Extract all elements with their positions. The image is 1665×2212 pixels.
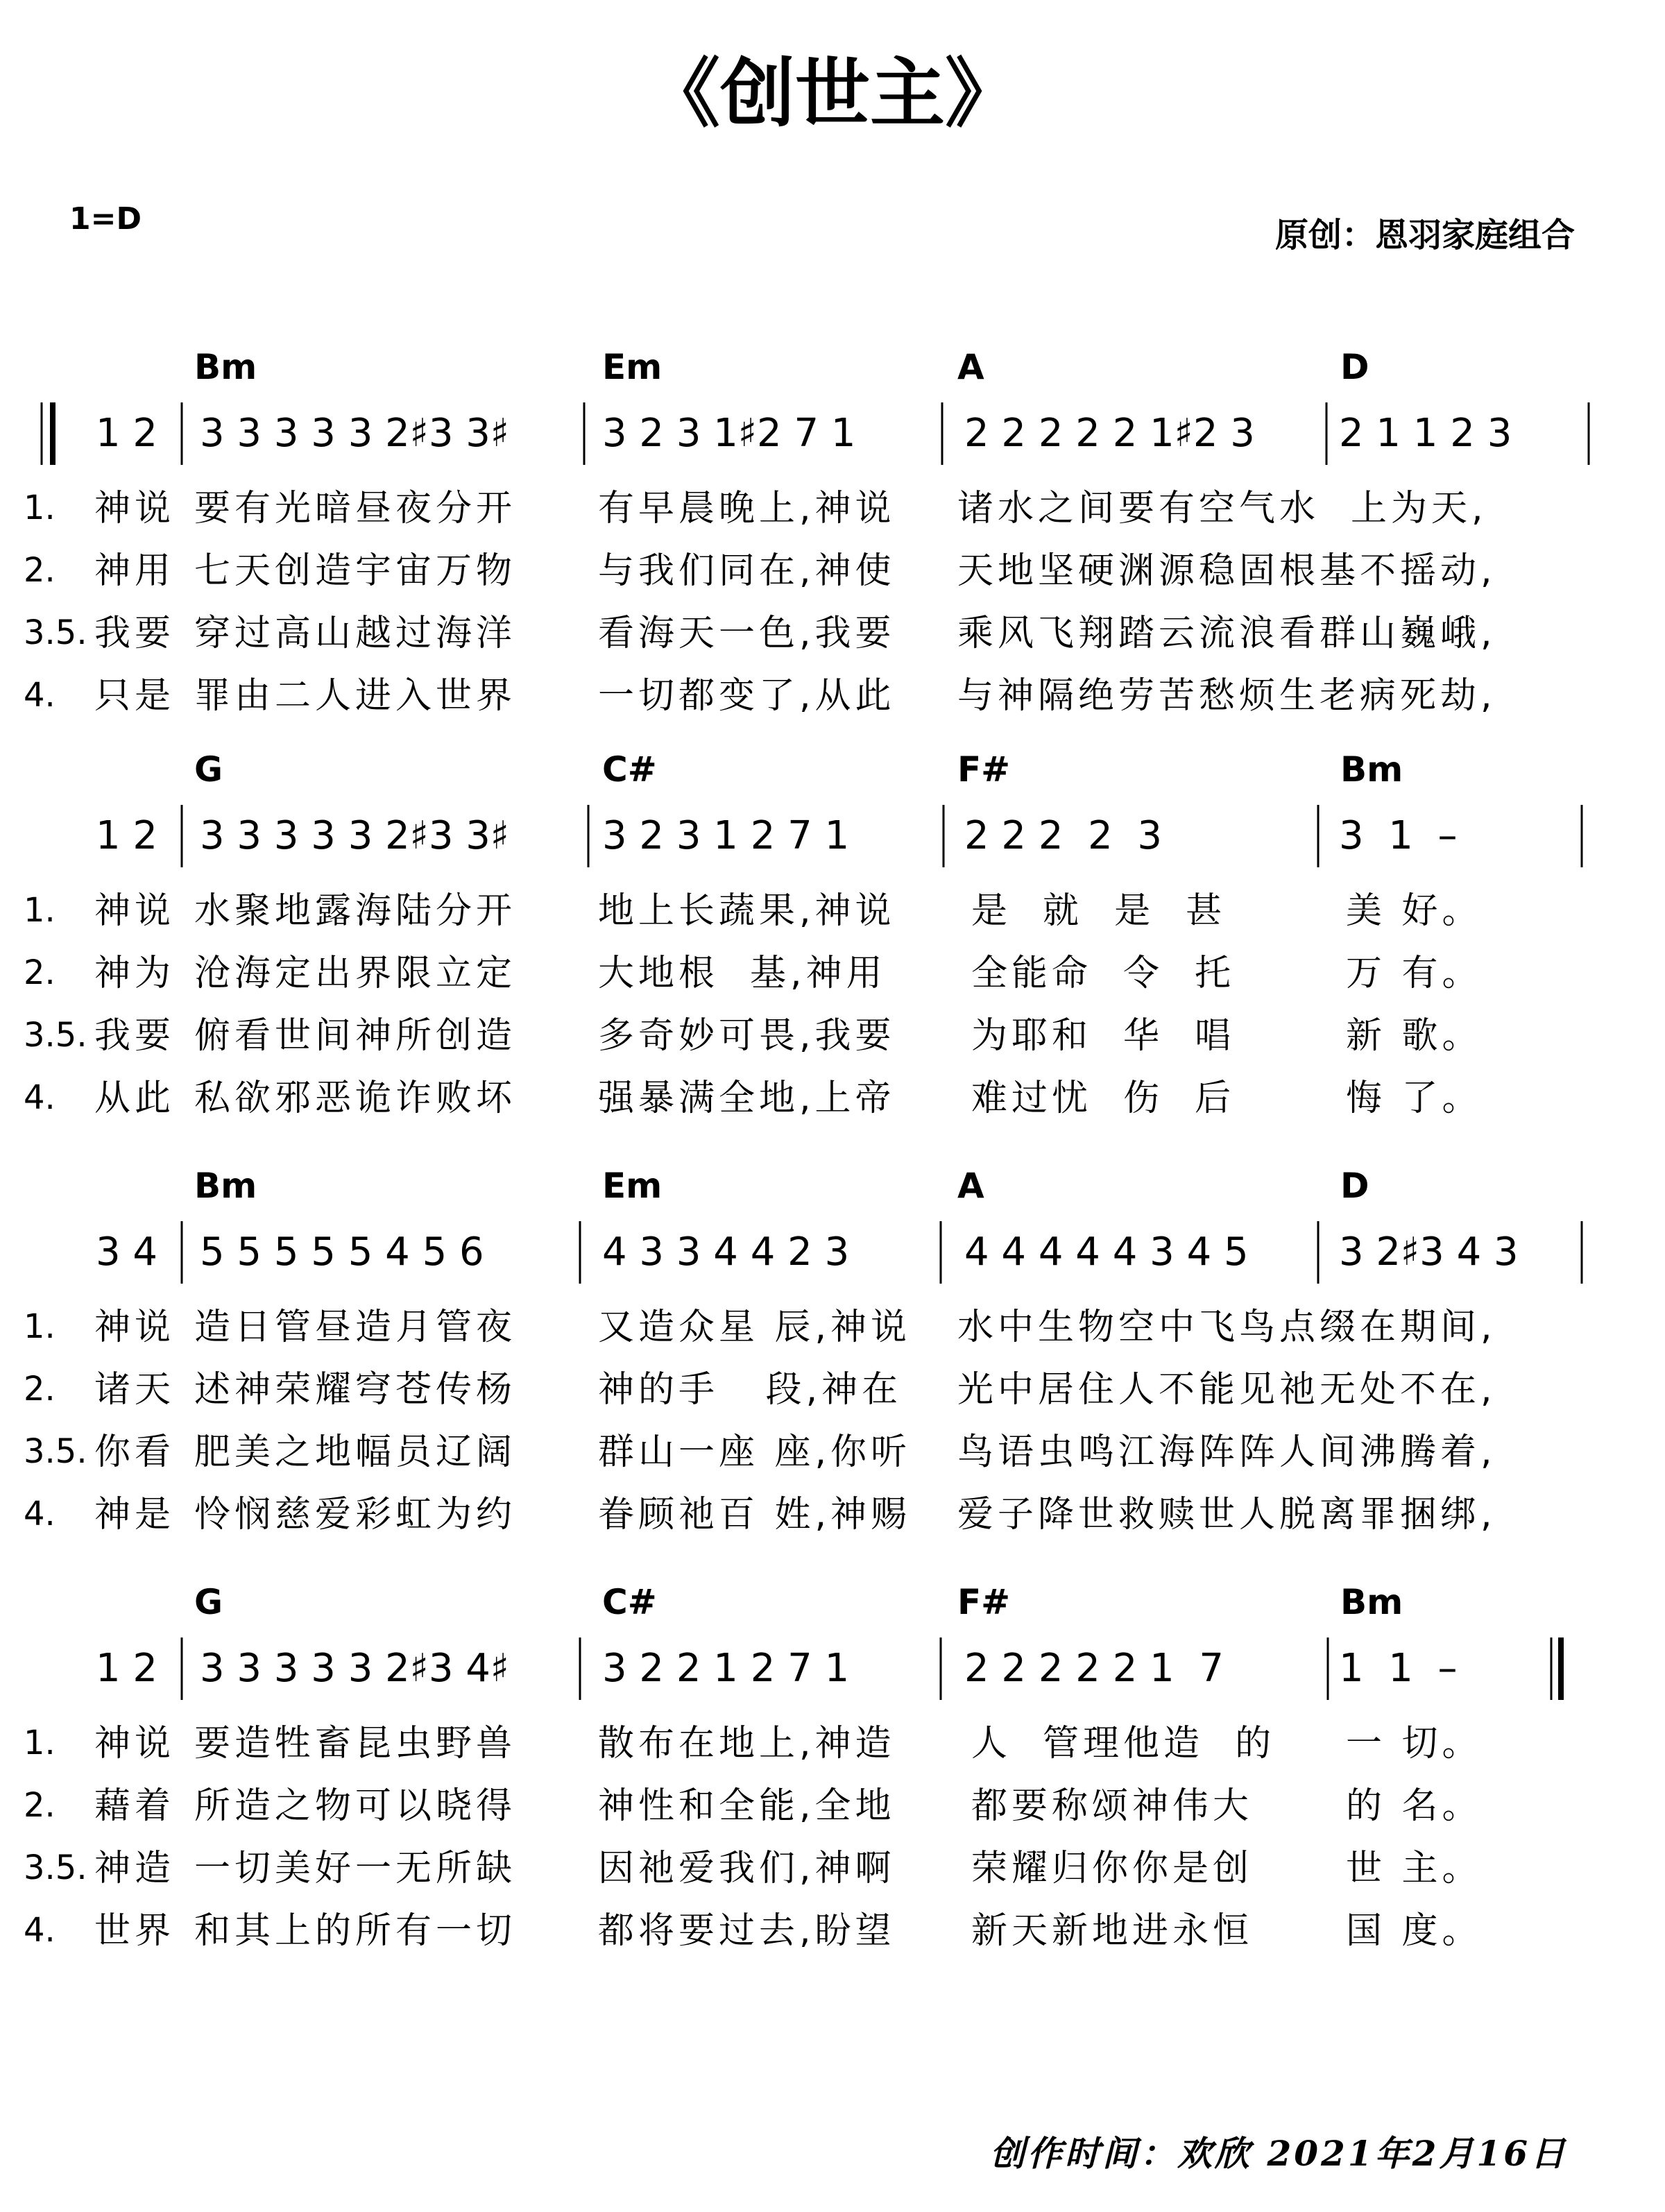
- lyric-text: 神性和全能,全地: [598, 1785, 896, 1827]
- measure-notes: 2 2 2 2 3: [964, 813, 1162, 858]
- lyric-text: 罪由二人进入世界: [194, 675, 517, 717]
- lyric-text: 万 有。: [1346, 953, 1483, 994]
- lyric-line: [0, 1422, 1665, 1478]
- chord-row: [0, 749, 1665, 798]
- lyric-text: 我要: [94, 1015, 176, 1057]
- lyric-text: 人 管理他造 的: [971, 1723, 1276, 1764]
- lyric-text: 大地根 基,神用: [598, 953, 887, 994]
- lyric-line: [0, 541, 1665, 597]
- chord-symbol: D: [1340, 347, 1369, 387]
- lyric-text: 从此: [94, 1078, 176, 1119]
- measure-notes: 1 2: [96, 813, 158, 858]
- chord-row: [0, 347, 1665, 395]
- chord-symbol: Em: [602, 1166, 663, 1206]
- chord-symbol: Bm: [1340, 749, 1403, 790]
- lyric-text: 一切都变了,从此: [598, 675, 896, 717]
- notation-row: [0, 401, 1665, 463]
- lyric-text: 神用: [94, 550, 176, 592]
- verse-number: 2.: [24, 551, 56, 590]
- verse-number: 2.: [24, 1786, 56, 1825]
- lyric-text: 都要称颂神伟大: [971, 1785, 1254, 1827]
- lyric-line: [0, 881, 1665, 937]
- lyric-text: 俯看世间神所创造: [194, 1015, 517, 1057]
- lyric-text: 有早晨晚上,神说: [598, 488, 896, 529]
- lyric-text: 你看: [94, 1431, 176, 1473]
- chord-symbol: Em: [602, 347, 663, 387]
- measure-notes: 3 3 3 3 3 2♯3 4♯: [200, 1646, 510, 1691]
- lyric-text: 难过忧 伤 后: [971, 1078, 1236, 1119]
- verse-number: 4.: [24, 1495, 56, 1533]
- lyric-text: 和其上的所有一切: [194, 1910, 517, 1952]
- lyric-text: 藉着: [94, 1785, 176, 1827]
- verse-number: 1.: [24, 1307, 56, 1346]
- lyric-line: [0, 944, 1665, 999]
- lyric-text: 世界: [94, 1910, 176, 1952]
- lyric-text: 因祂爱我们,神啊: [598, 1848, 896, 1889]
- verse-number: 3.5.: [24, 1848, 87, 1887]
- chord-symbol: G: [194, 1582, 223, 1622]
- lyric-text: 只是: [94, 675, 176, 717]
- lyric-text: 神说: [94, 1307, 176, 1348]
- lyric-text: 都将要过去,盼望: [598, 1910, 896, 1952]
- lyric-text: 全能命 令 托: [971, 953, 1236, 994]
- score-system: [0, 749, 1665, 1138]
- lyric-line: [0, 1485, 1665, 1540]
- lyric-text: 神为: [94, 953, 176, 994]
- lyric-text: 与神隔绝劳苦愁烦生老病死劫,: [957, 675, 1496, 717]
- lyric-text: 一切美好一无所缺: [194, 1848, 517, 1889]
- lyric-text: 新天新地进永恒: [971, 1910, 1254, 1952]
- lyric-text: 爱子降世救赎世人脱离罪捆绑,: [957, 1494, 1496, 1535]
- chord-symbol: F#: [957, 1582, 1011, 1622]
- lyric-text: 述神荣耀穹苍传杨: [194, 1369, 517, 1411]
- notation-row: [0, 1220, 1665, 1282]
- lyric-text: 肥美之地幅员辽阔: [194, 1431, 517, 1473]
- score-system: [0, 1582, 1665, 1971]
- measure-notes: 3 2 3 1 2 7 1: [602, 813, 850, 858]
- lyric-line: [0, 1069, 1665, 1124]
- lyric-line: [0, 1714, 1665, 1769]
- verse-number: 2.: [24, 953, 56, 992]
- lyric-line: [0, 1360, 1665, 1415]
- measure-notes: 2 2 2 2 2 1 7: [964, 1646, 1224, 1691]
- lyric-line: [0, 666, 1665, 722]
- lyric-text: 光中居住人不能见祂无处不在,: [957, 1369, 1496, 1411]
- lyric-text: 神说: [94, 1723, 176, 1764]
- lyric-text: 是 就 是 甚: [971, 890, 1227, 932]
- lyric-text: 神是: [94, 1494, 176, 1535]
- chord-symbol: D: [1340, 1166, 1369, 1206]
- verse-number: 3.5.: [24, 1432, 87, 1471]
- measure-notes: 2 2 2 2 2 1♯2 3: [964, 411, 1255, 456]
- lyric-text: 鸟语虫鸣江海阵阵人间沸腾着,: [957, 1431, 1496, 1473]
- verse-number: 3.5.: [24, 1016, 87, 1055]
- lyric-text: 水聚地露海陆分开: [194, 890, 517, 932]
- chord-row: [0, 1166, 1665, 1214]
- lyric-text: 穿过高山越过海洋: [194, 613, 517, 654]
- lyric-text: 我要: [94, 613, 176, 654]
- lyric-text: 群山一座 座,你听: [598, 1431, 912, 1473]
- lyric-line: [0, 1298, 1665, 1353]
- chord-symbol: Bm: [194, 1166, 257, 1206]
- lyric-text: 诸天: [94, 1369, 176, 1411]
- lyric-text: 神说: [94, 890, 176, 932]
- lyric-text: 的 名。: [1346, 1785, 1483, 1827]
- lyric-text: 沧海定出界限立定: [194, 953, 517, 994]
- chord-row: [0, 1582, 1665, 1631]
- measure-notes: 3 2♯3 4 3: [1339, 1230, 1519, 1275]
- chord-symbol: A: [957, 1166, 984, 1206]
- lyric-text: 造日管昼造月管夜: [194, 1307, 517, 1348]
- lyric-text: 一 切。: [1346, 1723, 1483, 1764]
- lyric-text: 与我们同在,神使: [598, 550, 896, 592]
- measure-notes: 3 3 3 3 3 2♯3 3♯: [200, 813, 510, 858]
- verse-number: 1.: [24, 891, 56, 930]
- lyric-text: 美 好。: [1346, 890, 1483, 932]
- verse-number: 3.5.: [24, 613, 87, 652]
- lyric-text: 诸水之间要有空气水 上为天,: [957, 488, 1487, 529]
- lyric-text: 所造之物可以晓得: [194, 1785, 517, 1827]
- verse-number: 4.: [24, 1911, 56, 1950]
- lyric-text: 强暴满全地,上帝: [598, 1078, 896, 1119]
- lyric-text: 要有光暗昼夜分开: [194, 488, 517, 529]
- measure-notes: 3 3 3 3 3 2♯3 3♯: [200, 411, 510, 456]
- verse-number: 2.: [24, 1370, 56, 1409]
- lyric-text: 怜悯慈爱彩虹为约: [194, 1494, 517, 1535]
- chord-symbol: F#: [957, 749, 1011, 790]
- lyric-text: 世 主。: [1346, 1848, 1483, 1889]
- lyric-text: 眷顾祂百 姓,神赐: [598, 1494, 912, 1535]
- key-signature: 1=D: [69, 201, 142, 237]
- lyric-text: 私欲邪恶诡诈败坏: [194, 1078, 517, 1119]
- lyric-text: 地上长蔬果,神说: [598, 890, 896, 932]
- lyric-text: 神造: [94, 1848, 176, 1889]
- measure-notes: 3 4: [96, 1230, 158, 1275]
- measure-notes: 1 2: [96, 1646, 158, 1691]
- author-credit: 原创：恩羽家庭组合: [1274, 216, 1575, 255]
- chord-symbol: Bm: [1340, 1582, 1403, 1622]
- measure-notes: 3 2 3 1♯2 7 1: [602, 411, 856, 456]
- chord-symbol: C#: [602, 1582, 657, 1622]
- song-title: 《创世主》: [644, 51, 1020, 137]
- lyric-line: [0, 1776, 1665, 1832]
- lyric-text: 神说: [94, 488, 176, 529]
- notation-row: [0, 803, 1665, 866]
- lyric-text: 天地坚硬渊源稳固根基不摇动,: [957, 550, 1496, 592]
- lyric-text: 神的手 段,神在: [598, 1369, 903, 1411]
- measure-notes: 3 2 2 1 2 7 1: [602, 1646, 850, 1691]
- lyric-line: [0, 1839, 1665, 1894]
- lyric-text: 为耶和 华 唱: [971, 1015, 1236, 1057]
- verse-number: 4.: [24, 1078, 56, 1117]
- lyric-text: 又造众星 辰,神说: [598, 1307, 912, 1348]
- lyric-text: 看海天一色,我要: [598, 613, 896, 654]
- measure-notes: 1 2: [96, 411, 158, 456]
- lyric-text: 七天创造宇宙万物: [194, 550, 517, 592]
- measure-notes: 1 1 –: [1339, 1646, 1458, 1691]
- lyric-line: [0, 1006, 1665, 1062]
- verse-number: 1.: [24, 488, 56, 527]
- lyric-text: 国 度。: [1346, 1910, 1483, 1952]
- notation-row: [0, 1636, 1665, 1699]
- lyric-text: 要造牲畜昆虫野兽: [194, 1723, 517, 1764]
- score-system: [0, 1166, 1665, 1554]
- chord-symbol: G: [194, 749, 223, 790]
- score-system: [0, 347, 1665, 735]
- measure-notes: 4 3 3 4 4 2 3: [602, 1230, 850, 1275]
- verse-number: 4.: [24, 676, 56, 715]
- lyric-line: [0, 604, 1665, 659]
- chord-symbol: A: [957, 347, 984, 387]
- lyric-text: 荣耀归你你是创: [971, 1848, 1254, 1889]
- lyric-text: 多奇妙可畏,我要: [598, 1015, 896, 1057]
- lyric-text: 乘风飞翔踏云流浪看群山巍峨,: [957, 613, 1496, 654]
- creation-date: 创作时间：欢欣 2021年2月16日: [990, 2133, 1568, 2174]
- measure-notes: 3 1 –: [1339, 813, 1458, 858]
- measure-notes: 2 1 1 2 3: [1339, 411, 1512, 456]
- chord-symbol: Bm: [194, 347, 257, 387]
- chord-symbol: C#: [602, 749, 657, 790]
- lyric-text: 水中生物空中飞鸟点缀在期间,: [957, 1307, 1496, 1348]
- lyric-text: 悔 了。: [1346, 1078, 1483, 1119]
- measure-notes: 5 5 5 5 5 4 5 6: [200, 1230, 484, 1275]
- lyric-line: [0, 479, 1665, 534]
- lyric-text: 新 歌。: [1346, 1015, 1483, 1057]
- lyric-line: [0, 1901, 1665, 1957]
- verse-number: 1.: [24, 1724, 56, 1762]
- lyric-text: 散布在地上,神造: [598, 1723, 896, 1764]
- measure-notes: 4 4 4 4 4 3 4 5: [964, 1230, 1249, 1275]
